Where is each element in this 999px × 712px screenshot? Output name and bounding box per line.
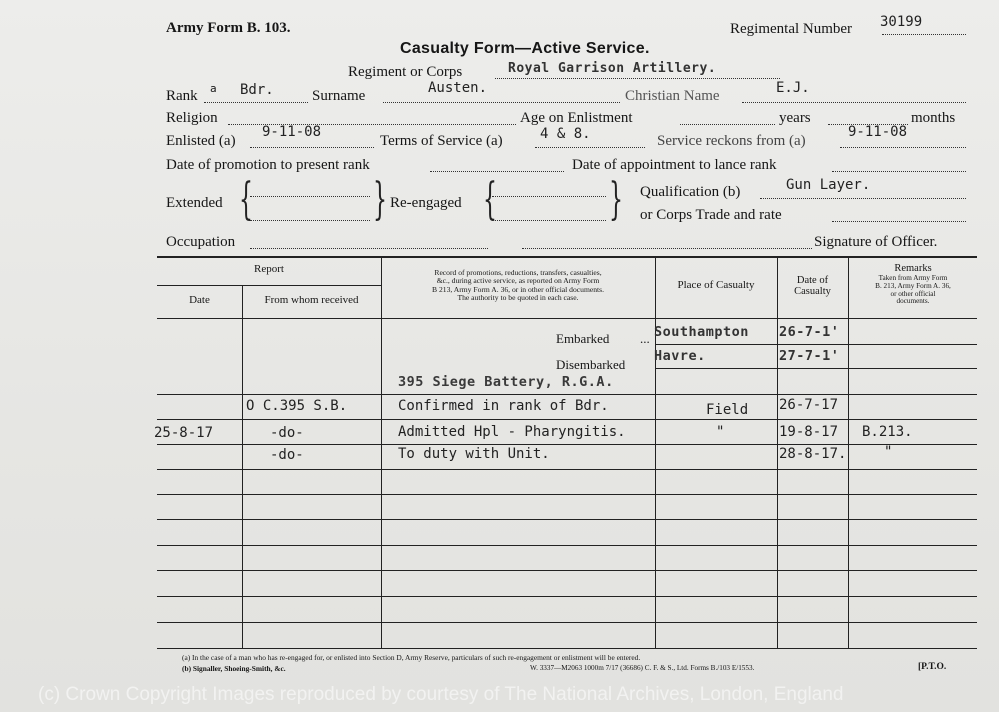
row-3-from: -do- [270,447,304,463]
row-line-8 [157,570,977,571]
row-2-place: " [716,424,725,440]
row-line-9 [157,596,977,597]
header-record-line-4: The authority to be quoted in each case. [457,293,579,303]
occupation-label: Occupation [166,234,236,250]
lance-label: Date of appointment to lance rank [572,157,777,173]
embark-line-2 [655,368,977,369]
row-line-7 [157,545,977,546]
row-3-record: To duty with Unit. [398,446,550,462]
header-record-line-1: Record of promotions, reductions, transfers, casualties, [434,268,602,277]
row-line-10 [157,622,977,623]
row-1-from: O C.395 S.B. [246,398,348,414]
row-line-1 [157,394,977,395]
row-line-2 [157,419,977,420]
row-1-record: Confirmed in rank of Bdr. [398,398,609,414]
christian-dots [742,102,966,103]
embarked-dots: ... [640,331,650,346]
reengaged-label: Re-engaged [390,195,462,211]
header-remarks-line-3: or other official [890,289,936,298]
regiment-label: Regiment or Corps [348,64,463,80]
trade-label: or Corps Trade and rate [640,207,782,223]
row-2-date: 25-8-17 [154,425,214,441]
extended-label: Extended [166,195,223,211]
occupation-dots [250,248,488,249]
christian-label: Christian Name [625,88,720,104]
disembarked-label: Disembarked [556,357,626,372]
enlisted-label: Enlisted (a) [166,133,236,149]
religion-label: Religion [166,110,218,126]
lance-dots [832,171,966,172]
regimental-number: 30199 [880,14,923,30]
table-bottom-border [157,648,977,649]
copyright-watermark: (c) Crown Copyright Images reproduced by courtesy of The National Archives, London, England [38,684,844,705]
row-2-cas-date: 19-8-17 [779,424,839,440]
col-divider-record [655,256,656,648]
header-remarks-line-4: documents. [896,297,930,306]
terms-dots [535,147,645,148]
rank-value: Bdr. [240,82,274,98]
header-from-whom: From whom received [264,294,359,306]
rank-dots [204,102,308,103]
regimental-number-dots [882,34,966,35]
header-record [384,269,652,303]
col-divider-date [242,285,243,648]
qualification-label: Qualification (b) [640,184,741,200]
age-label: Age on Enlistment [520,110,633,126]
header-place: Place of Casualty [677,279,755,291]
page-title: Casualty Form—Active Service. [400,40,650,57]
footer-note-b: (b) Signaller, Shoeing-Smith, &c. [182,664,286,673]
col-divider-place [777,256,778,648]
header-remarks-line-1: Taken from Army Form [878,274,948,282]
surname-dots [383,102,620,103]
age-years-dots [680,124,775,125]
header-date-casualty [777,275,848,297]
embarked-label: Embarked [556,331,610,346]
row-line-3 [157,444,977,445]
reckons-label: Service reckons from (a) [657,133,806,149]
header-bottom-border [157,318,977,319]
reengaged-brace-left: { [483,174,497,225]
signature-label: Signature of Officer. [814,234,938,250]
pto-mark: [P.T.O. [918,662,947,672]
row-line-6 [157,519,977,520]
terms-value: 4 & 8. [540,126,591,142]
reengaged-dots-2 [492,220,606,221]
header-record-line-3: B 213, Army Form A. 36, or in other official documents. [432,284,604,294]
qualification-dots [760,198,966,199]
row-3-remarks: " [884,444,893,460]
table-top-border [157,256,977,258]
embark-line-1 [655,344,977,345]
qualification-value: Gun Layer. [786,177,871,193]
col-divider-date-cas [848,256,849,648]
promotion-label: Date of promotion to present rank [166,157,370,173]
header-date: Date [189,294,210,306]
extended-brace-right: } [373,174,387,225]
months-label: months [911,110,956,126]
regiment-stamp: Royal Garrison Artillery. [508,61,717,76]
reckons-value: 9-11-08 [848,124,908,140]
row-1-cas-date: 26-7-17 [779,397,839,413]
header-date-casualty-2: Casualty [794,286,831,297]
embarked-date: 26-7-1' [779,324,840,340]
surname-value: Austen. [428,80,488,96]
footer-note: (a) In the case of a man who has re-engaged for, or enlisted into Section D, Army Reserve, particulars of such re-engagement or enlistment will be entered. [182,653,641,662]
promotion-dots [430,171,564,172]
report-header-divider [157,285,381,286]
extended-brace-left: { [239,174,253,225]
row-line-4 [157,469,977,470]
header-record-line-2: &c., during active service, as reported on Army Form [436,276,600,286]
header-remarks-title: Remarks [894,263,932,274]
embarked-place: Southampton [654,324,749,340]
enlisted-dots [250,147,374,148]
christian-value: E.J. [776,80,810,96]
unit-stamp: 395 Siege Battery, R.G.A. [398,374,614,390]
reengaged-dots-1 [492,196,606,197]
disembarked-date: 27-7-1' [779,348,840,364]
surname-label: Surname [312,88,366,104]
form-number: Army Form B. 103. [166,20,291,36]
signature-dots [522,248,812,249]
row-3-cas-date: 28-8-17. [779,446,847,462]
row-1-place: Field [706,402,749,418]
col-divider-from [381,256,382,648]
extended-dots-1 [250,196,370,197]
row-2-remarks: B.213. [862,424,913,440]
row-2-from: -do- [270,425,304,441]
years-label: years [779,110,811,126]
regiment-dots [495,78,780,79]
printer-imprint: W. 3337—M2063 1000m 7/17 (36686) C. F. & S., Ltd. Forms B./103 E/1553. [530,664,755,672]
row-2-record: Admitted Hpl - Pharyngitis. [398,424,626,440]
rank-mark: a [210,82,217,95]
terms-label: Terms of Service (a) [380,133,503,149]
disembarked-place: Havre. [654,348,706,364]
header-report: Report [254,263,284,275]
header-remarks [849,263,977,306]
enlisted-value: 9-11-08 [262,124,322,140]
reckons-dots [840,147,966,148]
header-date-casualty-1: Date of [796,275,829,286]
row-line-5 [157,494,977,495]
header-remarks-line-2: B. 213, Army Form A. 36, [875,281,951,290]
regimental-number-label: Regimental Number [730,21,853,37]
reengaged-brace-right: } [609,174,623,225]
trade-dots [832,221,966,222]
rank-label: Rank [166,88,198,104]
extended-dots-2 [250,220,370,221]
